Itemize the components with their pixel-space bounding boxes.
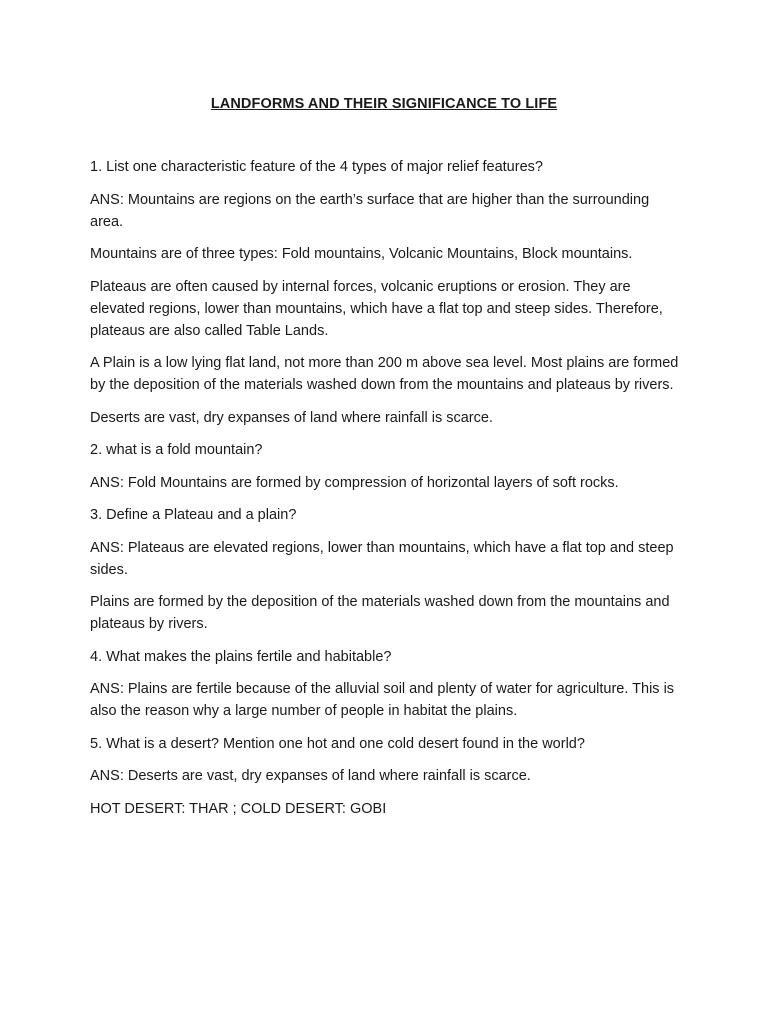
question-4: 4. What makes the plains fertile and habitable? [90,648,392,665]
answer-5: ANS: Deserts are vast, dry expanses of land where rainfall is scarce. [90,768,531,784]
answer-3-plain: Plains are formed by the deposition of the materials washed down from the mountains and plateaus by rivers. [90,594,670,632]
document-body [90,156,680,830]
answer-4: ANS: Plains are fertile because of the alluvial soil and plenty of water for agriculture. This is also the reason why a large number of people in habitat the plains. [90,681,675,719]
answer-3-plateau: ANS: Plateaus are elevated regions, lower than mountains, which have a flat top and steep sides. [90,539,674,578]
question-3: 3. Define a Plateau and a plain? [90,507,297,523]
answer-1-deserts: Deserts are vast, dry expanses of land where rainfall is scarce. [90,409,493,426]
question-5: 5. What is a desert? Mention one hot and one cold desert found in the world? [90,735,585,752]
answer-1-plains: A Plain is a low lying flat land, not more than 200 m above sea level. Most plains are formed by the deposition of the materials washed down from the mountains and plateaus by rivers. [90,355,679,393]
answer-1-plateaus: Plateaus are often caused by internal forces, volcanic eruptions or erosion. They are elevated regions, lower than mountains, which have a flat top and steep sides. Therefore, plateaus are also called Table Lands. [90,278,663,339]
answer-1-mountain-types: Mountains are of three types: Fold mountains, Volcanic Mountains, Block mountains. [90,246,633,262]
answer-1-mountains: ANS: Mountains are regions on the earth’s surface that are higher than the surrounding area. [90,191,650,230]
question-1: 1. List one characteristic feature of the 4 types of major relief features? [90,159,543,175]
answer-5-deserts: HOT DESERT: THAR ; COLD DESERT: GOBI [90,800,387,817]
document-title: LANDFORMS AND THEIR SIGNIFICANCE TO LIFE [210,96,558,112]
answer-2: ANS: Fold Mountains are formed by compression of horizontal layers of soft rocks. [90,474,619,491]
question-2: 2. what is a fold mountain? [90,442,263,458]
